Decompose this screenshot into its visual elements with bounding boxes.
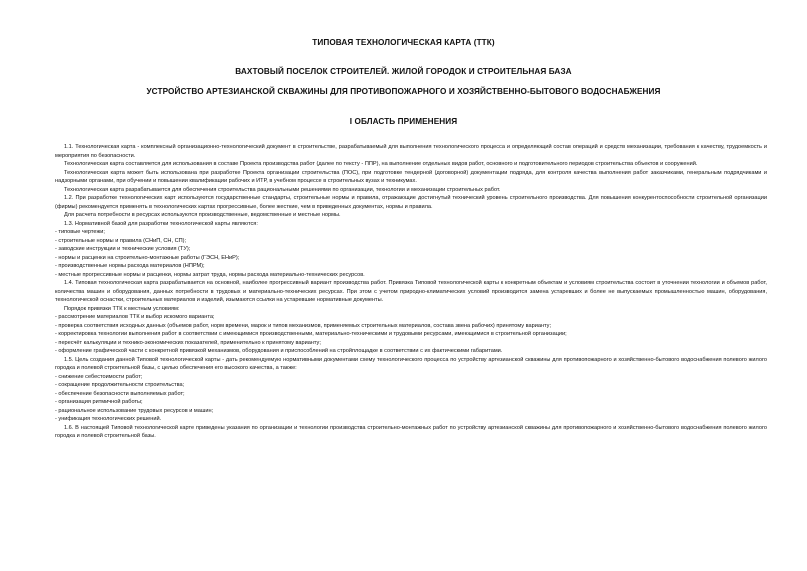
list-item: - местные прогрессивные нормы и расценки, нормы затрат труда, нормы расхода материально-технических ресурсов. (55, 271, 365, 278)
document-heading: УСТРОЙСТВО АРТЕЗИАНСКОЙ СКВАЖИНЫ ДЛЯ ПРОТИВОПОЖАРНОГО И ХОЗЯЙСТВЕННО-БЫТОВОГО ВОДОСНАБЖЕНИЯ (146, 87, 661, 96)
paragraph: Для расчета потребности в ресурсах используются производственные, ведомственные и местные нормы. (64, 212, 341, 218)
list-item: - производственные нормы расхода материалов (НПРМ); (55, 263, 205, 269)
paragraph: Технологическая карта составляется для использования в составе Проекта производства работ (далее по тексту - ППР), на выполнение отдельных видов работ, основного и подготовительного периодов строительства объектов и сооружений. (64, 161, 698, 167)
list-item: - строительные нормы и правила (СНиП, СН, СП); (55, 237, 187, 244)
list-item: - снижение себестоимости работ; (55, 373, 143, 380)
list-item: - нормы и расценки на строительно-монтажные работы (ГЭСН, ЕНиР); (55, 254, 240, 261)
paragraph: 1.6. В настоящей Типовой технологической карте приведены указания по организации и технологии производства строительно-монтажных работ по устройству артезианской скважины для противопожарного и хозяйственно-бытового водоснабжения полевого жилого городка и полевой строительной базы. (55, 424, 767, 439)
paragraph: Технологическая карта может быть использована при разработке Проекта организации строительства (ПОС), при подготовке тендерной (договорной) документации подряда, для контроля качества выполнения работ заказчиками, генеральным подрядчиками и надзорными органами, при обучении и повышении квалификации рабочих и ИТР, в учебном процессе в строительных вузах и техникумах. (55, 169, 767, 184)
document-subtitle: ВАХТОВЫЙ ПОСЕЛОК СТРОИТЕЛЕЙ. ЖИЛОЙ ГОРОДОК И СТРОИТЕЛЬНАЯ БАЗА (235, 67, 572, 76)
document-title: ТИПОВАЯ ТЕХНОЛОГИЧЕСКАЯ КАРТА (ТТК) (312, 38, 495, 47)
paragraph: 1.4. Типовая технологическая карта разрабатывается на основной, наиболее прогрессивный вариант производства работ. Привязка Типовой технологической карты к конкретным объектам и условиям строительства состоит в уточнении технологии и объемов работ, количества машин и оборудования, данных потребности в трудовых и материально-технических ресурсах. При этом с учетом природно-климатических условий производится замена устаревших и более не выпускаемых промышленностью машин, оборудования, технологической оснастки, строительных материалов и изделий, изымаются ссылки на устаревшие нормативные документы. (55, 280, 767, 303)
paragraph: 1.5. Цель создания данной Типовой технологической карты - дать рекомендуемую нормативными документами схему технологического процесса по устройству артезианской скважины для противопожарного и хозяйственно-бытового водоснабжения полевого жилого городка и полевой строительной базы, с целью обеспечения его высокого качества, а также: (55, 356, 767, 371)
list-item: - проверка соответствия исходных данных (объемов работ, норм времени, марок и типов механизмов, применяемых строительных материалов, состава звена рабочих) принятому варианту; (55, 322, 552, 329)
list-item: - корректировка технологии выполнения работ в соответствии с имеющимися производственными, материально-техническими и трудовыми ресурсами, имеющимися в строительной организации; (55, 331, 567, 337)
list-item: - унификация технологических решений. (55, 416, 162, 422)
paragraph: Технологическая карта разрабатывается для обеспечения строительства рациональными решениями по организации, технологии и механизации строительных работ. (64, 186, 501, 193)
list-item: - пересчёт калькуляции и технико-экономических показателей, применительно к принятому варианту; (55, 339, 321, 346)
list-item: - сокращение продолжительности строительства; (55, 382, 185, 388)
list-item: - организация ритмичной работы; (55, 399, 143, 405)
list-item: - обеспечение безопасности выполняемых работ; (55, 390, 185, 397)
list-item: - рациональное использование трудовых ресурсов и машин; (55, 407, 214, 414)
list-item: - типовые чертежи; (55, 229, 105, 235)
paragraph: 1.3. Нормативной базой для разработки технологической карты являются: (64, 220, 258, 227)
paragraph: 1.2. При разработке технологических карт используются государственные стандарты, строительные нормы и правила, отражающие достигнутый технический уровень строительного производства. Для повышения конкурентоспособности строительной организации (фирмы) рекомендуется применять в технологических картах прогрессивные, более жесткие, чем в приведенных документах, нормы и правила. (55, 195, 767, 210)
paragraph: Порядок привязки ТТК к местным условиям: (64, 305, 180, 312)
document-body (55, 143, 767, 441)
section-title: I ОБЛАСТЬ ПРИМЕНЕНИЯ (349, 117, 458, 126)
paragraph: 1.1. Технологическая карта - комплексный организационно-технологический документ в строительстве, разрабатываемый для выполнения технологического процесса и определяющий состав операций и средств механизации, требования к качеству, трудоемкость и мероприятия по безопасности. (55, 144, 767, 159)
list-item: - заводские инструкции и технические условия (ТУ); (55, 246, 191, 252)
list-item: - оформление графической части с конкретной привязкой механизмов, оборудования и приспособлений на стройплощадке в соответствии с их фактическими габаритами. (55, 348, 503, 354)
list-item: - рассмотрение материалов ТТК и выбор искомого варианта; (55, 314, 215, 320)
